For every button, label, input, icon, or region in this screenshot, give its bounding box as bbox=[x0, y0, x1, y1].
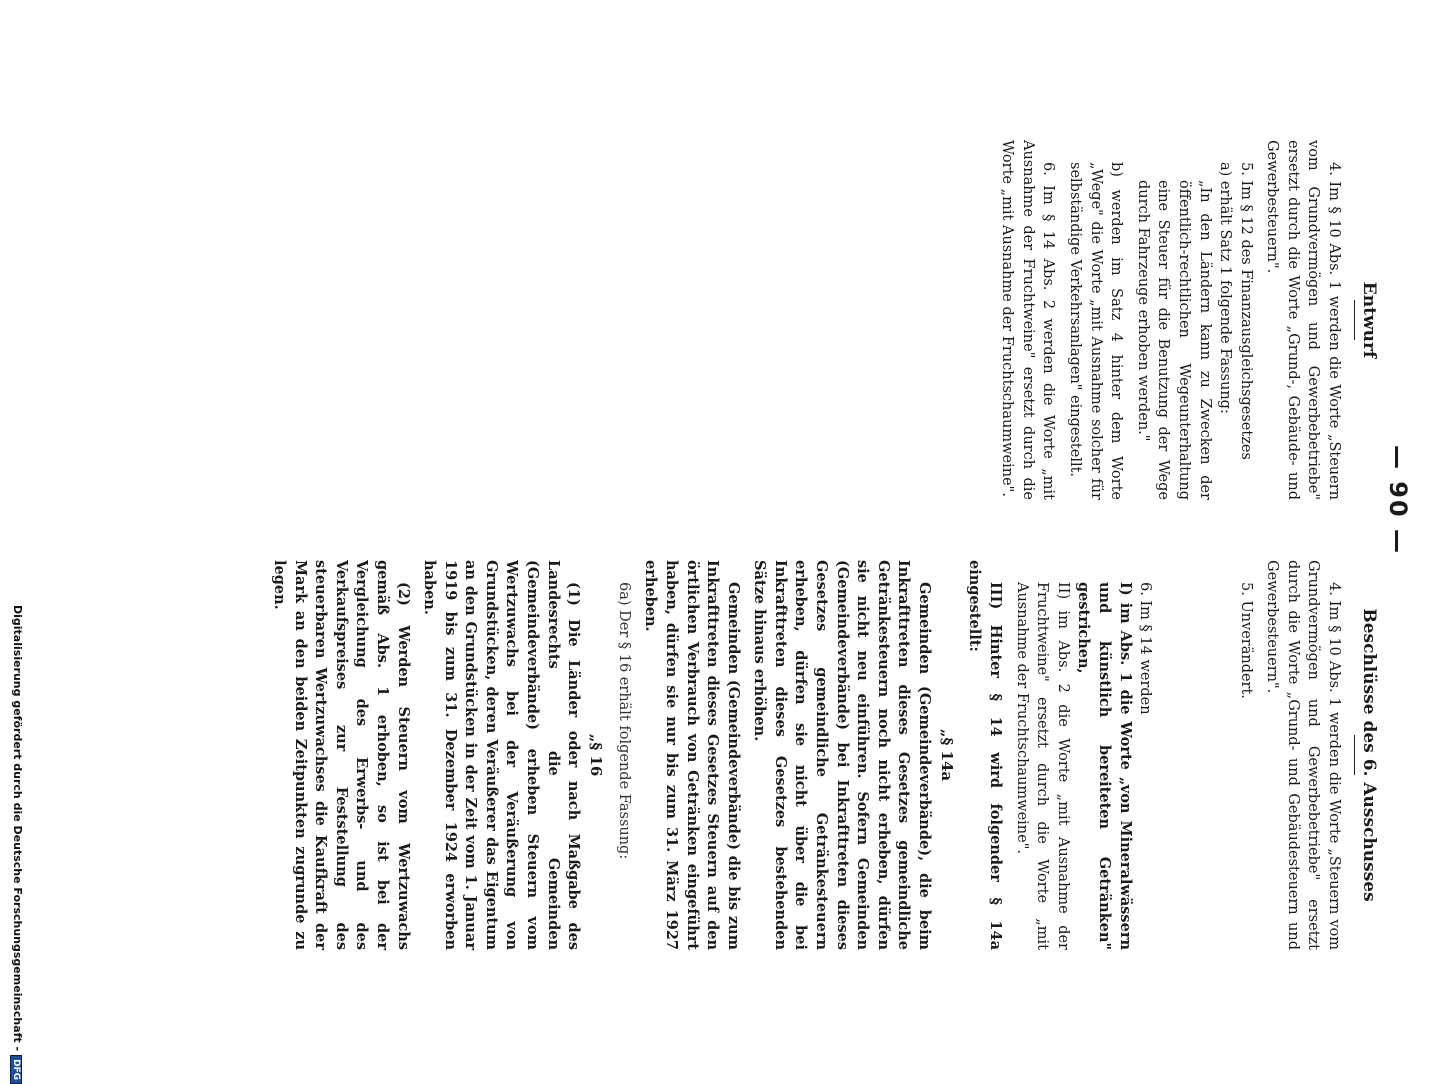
right-item-6-I: I) im Abs. 1 die Worte „von Mineralwässern und künstlich bereiteten Getränken" gestrichen, bbox=[1075, 582, 1134, 950]
left-column-title: Entwurf bbox=[1359, 281, 1379, 359]
left-item-5a: a) erhält Satz 1 folgende Fassung: bbox=[1217, 162, 1234, 414]
left-item-5a-quote: „In den Ländern kann zu Zwecken der öffentlich-rechtlichen Wegeunterhaltung eine Steuer für die Benutzung der Wege durch Fahrzeuge erhoben werden." bbox=[1134, 180, 1213, 500]
right-item-5: 5. Unverändert. bbox=[1237, 582, 1254, 699]
title-rule bbox=[1354, 735, 1355, 775]
left-item-5b: b) werden im Satz 4 hinter dem Worte „Wege" die Worte „mit Ausnahme solcher für selbständige Verkehrsanlagen" eingestellt. bbox=[1067, 162, 1125, 500]
section-14a-heading: „§ 14a bbox=[937, 728, 956, 782]
section-16-para-1: (1) Die Länder oder nach Maßgabe des Landesrechts die Gemeinden (Gemeindeverbände) erheben Steuern vom Wertzuwachs bei der Veräußerung von Grundstücken, deren Veräußerer das Eigentum an den Grundstücken in der Zeit vom 1. Januar 1919 bis zum 31. Dezember 1924 erworben haben. bbox=[421, 560, 583, 950]
right-item-6a: 6a) Der § 16 erhält folgende Fassung: bbox=[615, 582, 632, 860]
page-number: — 90 — bbox=[1384, 444, 1412, 556]
left-item-4: 4. Im § 10 Abs. 1 werden die Worte „Steuern vom Grundvermögen und Gewerbebetriebe" ersetzt durch die Worte „Grund-, Gebäude- und Gewerbesteuern". bbox=[1264, 140, 1342, 500]
section-16-para-2: (2) Werden Steuern vom Wertzuwachs gemäß Abs. 1 erhoben, so ist bei der Vergleichung des Erwerbs- und des Verkaufspreises zur Feststellung des steuerbaren Wertzuwachses die Kaufkraft der Mark an den beiden Zeitpunkten zugrunde zu legen. bbox=[271, 560, 412, 950]
right-item-6: 6. Im § 14 werden bbox=[1137, 582, 1154, 715]
right-item-III: III) Hinter § 14 wird folgender § 14a eingestellt: bbox=[966, 560, 1005, 950]
right-column-title: Beschlüsse des 6. Ausschusses bbox=[1359, 608, 1379, 902]
right-column bbox=[263, 560, 1379, 950]
right-item-6-II: II) im Abs. 2 die Worte „mit Ausnahme der Fruchtweine" ersetzt durch die Worte „mit Ausnahme der Fruchtschaumweine". bbox=[1013, 582, 1071, 950]
title-rule bbox=[1354, 300, 1355, 340]
digitization-note-text: Digitalisierung gefördert durch die Deutsche Forschungsgemeinschaft - bbox=[11, 605, 24, 1052]
right-item-4: 4. Im § 10 Abs. 1 werden die Worte „Steuern vom Grundvermögen und Gewerbebetriebe" ersetzt durch die Worte „Grund- und Gebäudesteuern und Gewerbesteuern". bbox=[1264, 560, 1342, 950]
left-item-5: 5. Im § 12 des Finanzausgleichsgesetzes bbox=[1237, 162, 1254, 460]
dfg-logo: DFG bbox=[10, 1055, 22, 1084]
section-14a-para-1: Gemeinden (Gemeindeverbände), die beim Inkrafttreten dieses Gesetzes gemeindliche Getränkesteuern noch nicht erheben, dürfen sie nicht neu einführen. Sofern Gemeinden (Gemeindeverbände) bei Inkrafttreten dieses Gesetzes gemeindliche Getränkesteuern erheben, dürfen sie nicht über die bei Inkrafttreten dieses Gesetzes bestehenden Sätze hinaus erhöhen. bbox=[751, 560, 933, 950]
left-item-6: 6. Im § 14 Abs. 2 werden die Worte „mit Ausnahme der Fruchtweine" ersetzt durch die Worte „mit Ausnahme der Fruchtschaumweine". bbox=[999, 140, 1057, 500]
digitization-note bbox=[10, 605, 24, 1084]
section-16-heading: „§ 16 bbox=[587, 733, 606, 777]
left-column bbox=[991, 140, 1379, 500]
section-14a-para-2: Gemeinden (Gemeindeverbände) die bis zum Inkrafttreten dieses Gesetzes Steuern auf den örtlichen Verbrauch von Getränken eingeführt haben, dürfen sie nur bis zum 31. März 1927 erheben. bbox=[642, 560, 742, 950]
